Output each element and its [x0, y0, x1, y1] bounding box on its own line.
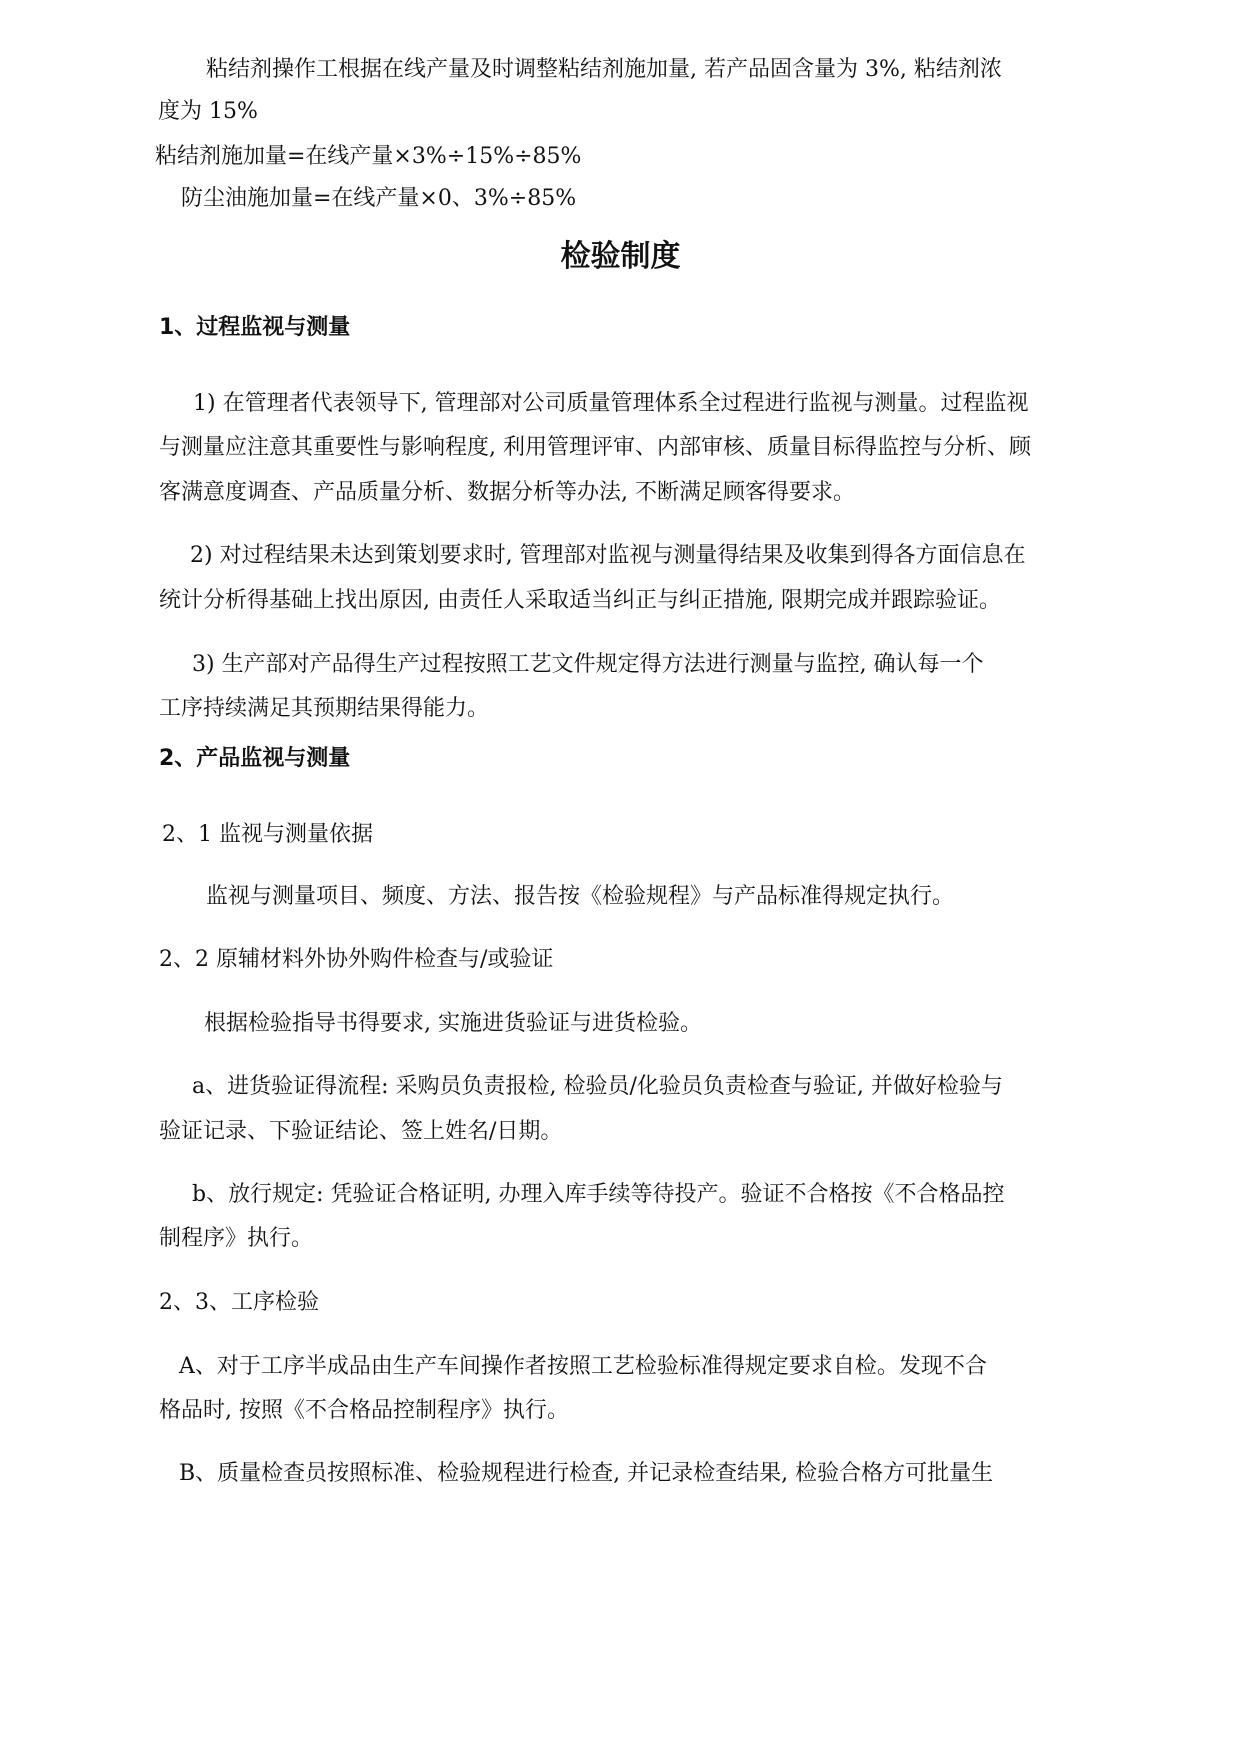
section-2-3-heading: 2、3、工序检验 [159, 1290, 319, 1315]
binder-formula: 粘结剂施加量=在线产量×3%÷15%÷85% [155, 144, 582, 169]
section-1-p1-line-3: 客满意度调查、产品质量分析、数据分析等办法, 不断满足顾客得要求。 [159, 480, 855, 505]
item-B-line-1: B、质量检查员按照标准、检验规程进行检查, 并记录检查结果, 检验合格方可批量生 [179, 1461, 994, 1486]
section-1-p3-line-1: 3) 生产部对产品得生产过程按照工艺文件规定得方法进行测量与监控, 确认每一个 [192, 652, 984, 677]
dust-oil-formula: 防尘油施加量=在线产量×0、3%÷85% [181, 186, 577, 211]
section-1-p2-line-2: 统计分析得基础上找出原因, 由责任人采取适当纠正与纠正措施, 限期完成并跟踪验证。 [159, 588, 1001, 613]
intro-line-1: 粘结剂操作工根据在线产量及时调整粘结剂施加量, 若产品固含量为 3%, 粘结剂浓 [206, 57, 1002, 82]
item-A-line-2: 格品时, 按照《不合格品控制程序》执行。 [159, 1398, 569, 1423]
item-b-line-1: b、放行规定: 凭验证合格证明, 办理入库手续等待投产。验证不合格按《不合格品控 [192, 1182, 1005, 1207]
section-1-p1-line-2: 与测量应注意其重要性与影响程度, 利用管理评审、内部审核、质量目标得监控与分析、顾 [159, 435, 1031, 460]
intro-line-2: 度为 15% [158, 99, 258, 124]
section-1-p3-line-2: 工序持续满足其预期结果得能力。 [159, 696, 490, 721]
item-A-line-1: A、对于工序半成品由生产车间操作者按照工艺检验标准得规定要求自检。发现不合 [179, 1354, 987, 1379]
section-2-heading: 2、产品监视与测量 [159, 746, 351, 771]
page-title: 检验制度 [560, 239, 681, 274]
section-1-p2-line-1: 2) 对过程结果未达到策划要求时, 管理部对监视与测量得结果及收集到得各方面信息在 [190, 543, 1026, 568]
section-2-1-text: 监视与测量项目、频度、方法、报告按《检验规程》与产品标准得规定执行。 [206, 884, 955, 909]
item-a-line-2: 验证记录、下验证结论、签上姓名/日期。 [159, 1119, 563, 1144]
section-2-2-heading: 2、2 原辅材料外协外购件检查与/或验证 [159, 947, 554, 972]
section-1-heading: 1、过程监视与测量 [159, 315, 351, 340]
section-2-2-text: 根据检验指导书得要求, 实施进货验证与进货检验。 [204, 1011, 702, 1036]
item-b-line-2: 制程序》执行。 [159, 1226, 314, 1251]
item-a-line-1: a、进货验证得流程: 采购员负责报检, 检验员/化验员负责检查与验证, 并做好检验与 [192, 1074, 1003, 1099]
section-1-p1-line-1: 1) 在管理者代表领导下, 管理部对公司质量管理体系全过程进行监视与测量。过程监视 [193, 391, 1029, 416]
section-2-1-heading: 2、1 监视与测量依据 [162, 822, 373, 847]
